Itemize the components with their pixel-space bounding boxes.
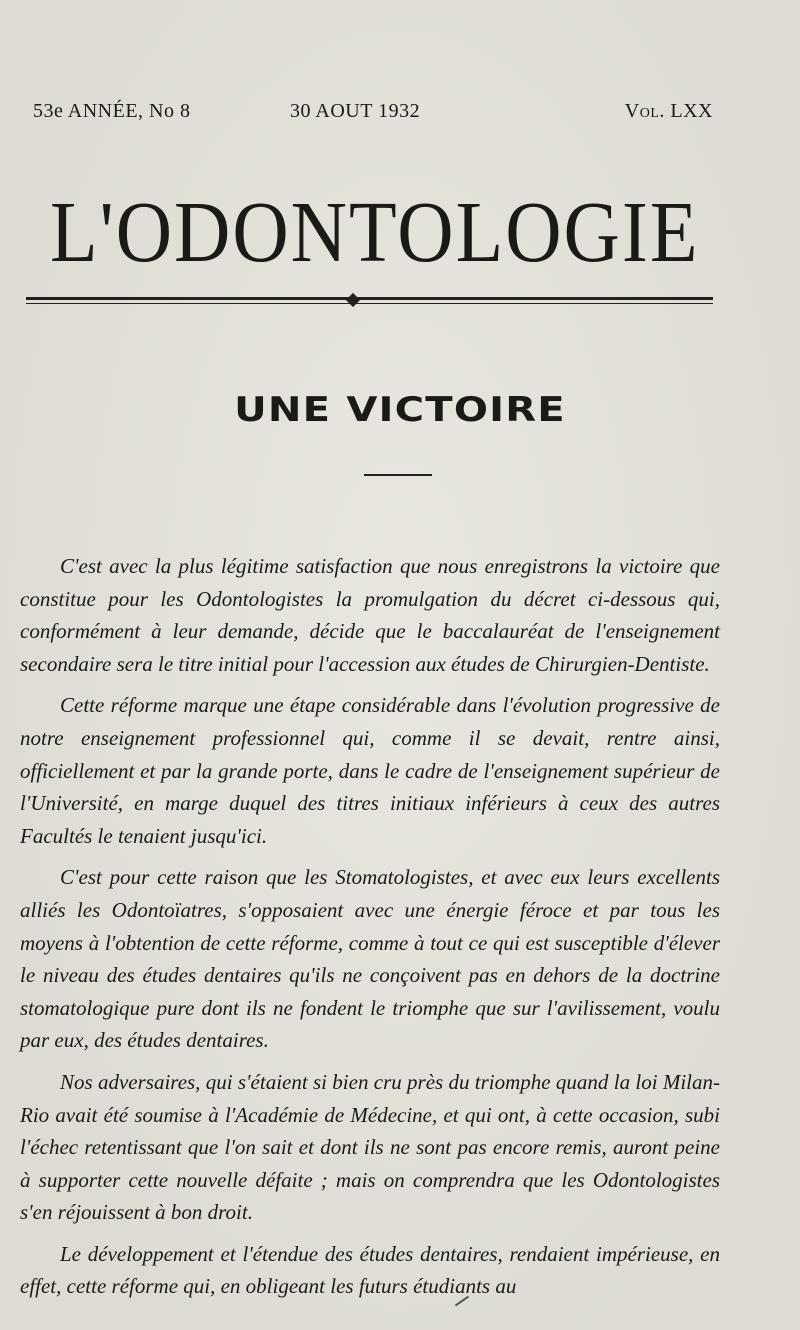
title-rule-thick	[26, 297, 713, 300]
journal-title: L'ODONTOLOGIE	[50, 182, 700, 281]
article-title-rule	[364, 474, 432, 476]
paragraph: Le développement et l'étendue des études dentaires, rendaient impérieuse, en effet, cette réforme qui, en obligeant les futurs étudiants au	[20, 1241, 720, 1299]
issue-number: 53e ANNÉE, No 8	[33, 100, 191, 122]
paragraph: Cette réforme marque une étape considérable dans l'évolution progressive de notre enseignement professionnel qui, comme il se devait, rentre ainsi, officiellement et par la grande porte, dans le cadre de l'enseignement supérieur de l'Université, en marge duquel des titres initiaux inférieurs à ceux des autres Facultés le tenaient jusqu'ici.	[20, 693, 720, 848]
article-title: UNE VICTOIRE	[234, 390, 566, 430]
article-body	[20, 550, 720, 1312]
paragraph: C'est pour cette raison que les Stomatologistes, et avec eux leurs excellents alliés les Odontoïatres, s'opposaient avec une énergie féroce et par tous les moyens à l'obtention de cette réforme, comme à tout ce qui est susceptible d'élever le niveau des études dentaires qu'ils ne conçoivent pas en dehors de la doctrine stomatologique pure dont ils ne fondent le triomphe que sur l'avilissement, voulu par eux, des études dentaires.	[20, 865, 720, 1053]
title-rule-thin	[26, 303, 713, 304]
masthead	[33, 100, 713, 124]
issue-date: 30 AOUT 1932	[290, 100, 421, 122]
paragraph: C'est avec la plus légitime satisfaction que nous enregistrons la victoire que constitue pour les Odontologistes la promulgation du décret ci-dessous qui, conformément à leur demande, décide que le baccalauréat de l'enseignement secondaire sera le titre initial pour l'accession aux études de Chirurgien-Dentiste.	[20, 554, 720, 676]
volume-number: Vol. LXX	[624, 100, 713, 122]
paragraph: Nos adversaires, qui s'étaient si bien cru près du triomphe quand la loi Milan-Rio avait été soumise à l'Académie de Médecine, et qui ont, à cette occasion, subi l'échec retentissant que l'on sait et dont ils ne sont pas encore remis, auront peine à supporter cette nouvelle défaite ; mais on comprendra que les Odontologistes s'en réjouissent à bon droit.	[20, 1069, 720, 1225]
